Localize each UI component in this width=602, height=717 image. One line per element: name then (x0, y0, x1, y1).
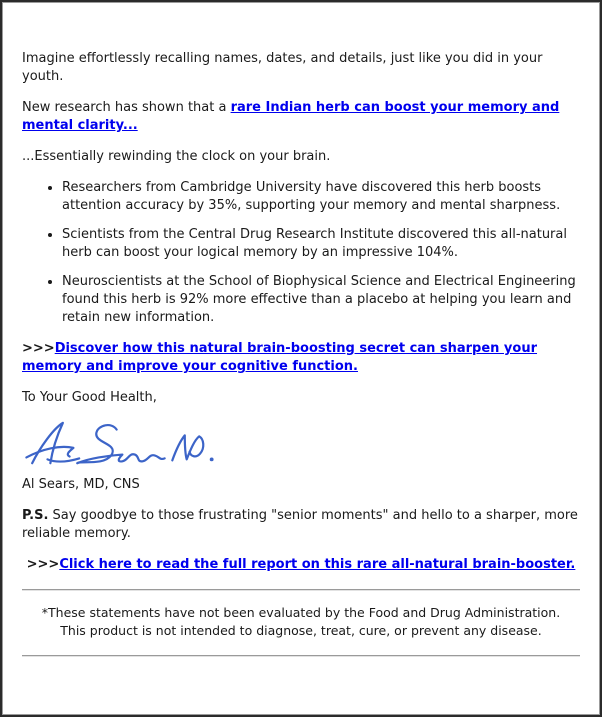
signature-image (22, 420, 580, 468)
closing-line: To Your Good Health, (22, 390, 157, 405)
signoff-line: Al Sears, MD, CNS (22, 477, 140, 492)
research-claim-prefix: New research has shown that a (22, 100, 231, 115)
bullet-cambridge: • Researchers from Cambridge University have discovered this herb boosts attention accuracy by 35%, supporting your memory and mental sharpness. (62, 179, 580, 215)
cta-report-arrows: >>> (26, 557, 60, 572)
rewind-paragraph: ...Essentially rewinding the clock on your brain. (22, 149, 331, 164)
cta-full-report (22, 556, 580, 574)
cta-discover (22, 340, 580, 376)
research-bullet-list (22, 179, 580, 327)
research-claim-paragraph (22, 99, 580, 135)
ps-text: Say goodbye to those frustrating "senior moments" and hello to a sharper, more reliable memory. (22, 508, 578, 541)
herb-memory-link[interactable]: rare Indian herb can boost your memory and mental clarity... (22, 100, 560, 133)
bullet-neuroscientists: • Neuroscientists at the School of Biophysical Science and Electrical Engineering found this herb is 92% more effective than a placebo at helping you learn and retain new information. (62, 273, 580, 327)
intro-paragraph: Imagine effortlessly recalling names, dates, and details, just like you did in your youth. (22, 51, 543, 84)
discover-secret-link[interactable]: Discover how this natural brain-boosting secret can sharpen your memory and improve your cognitive function. (22, 341, 538, 374)
full-report-link[interactable]: Click here to read the full report on this rare all-natural brain-booster. (59, 557, 576, 572)
fda-disclaimer: *These statements have not been evaluated by the Food and Drug Administration. This product is not intended to diagnose, treat, cure, or prevent any disease. (41, 605, 561, 638)
ps-label: P.S. (22, 508, 49, 523)
divider-bottom (22, 655, 580, 657)
bullet-central-drug-institute: • Scientists from the Central Drug Research Institute discovered this all-natural herb can boost your logical memory by an impressive 104%. (62, 226, 580, 262)
ps-paragraph (22, 507, 580, 543)
divider-top (22, 589, 580, 591)
cta-discover-arrows: >>> (22, 341, 55, 356)
